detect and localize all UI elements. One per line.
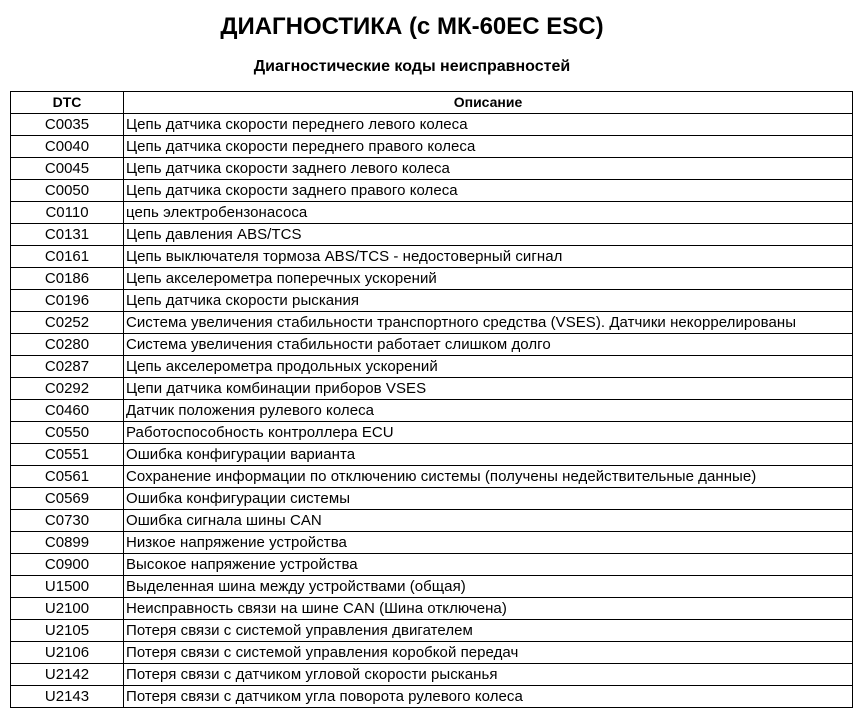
dtc-description-cell: Потеря связи с датчиком угловой скорости рысканья (124, 664, 853, 686)
table-row (11, 598, 853, 620)
dtc-description-cell: цепь электробензонасоса (124, 202, 853, 224)
dtc-code-cell: C0040 (11, 136, 124, 158)
table-row (11, 532, 853, 554)
page-subtitle: Диагностические коды неисправностей (253, 58, 571, 75)
table-row (11, 686, 853, 708)
dtc-description-cell: Низкое напряжение устройства (124, 532, 853, 554)
table-row (11, 444, 853, 466)
dtc-code-cell: U2143 (11, 686, 124, 708)
table-body (11, 114, 853, 708)
dtc-description-cell: Цепь давления ABS/TCS (124, 224, 853, 246)
dtc-code-cell: C0292 (11, 378, 124, 400)
table-row (11, 180, 853, 202)
dtc-description-cell: Работоспособность контроллера ECU (124, 422, 853, 444)
dtc-code-cell: C0899 (11, 532, 124, 554)
dtc-code-cell: C0280 (11, 334, 124, 356)
column-header-dtc: DTC (11, 92, 124, 114)
table-row (11, 400, 853, 422)
table-row (11, 202, 853, 224)
table-row (11, 312, 853, 334)
dtc-code-cell: U2106 (11, 642, 124, 664)
dtc-description-cell: Цепь датчика скорости заднего правого колеса (124, 180, 853, 202)
page-title: ДИАГНОСТИКА (с МК-60ЕС ESC) (220, 13, 604, 40)
table-row (11, 554, 853, 576)
dtc-description-cell: Ошибка конфигурации системы (124, 488, 853, 510)
dtc-code-cell: C0900 (11, 554, 124, 576)
dtc-code-cell: C0287 (11, 356, 124, 378)
dtc-description-cell: Цепь датчика скорости переднего левого колеса (124, 114, 853, 136)
dtc-code-cell: C0035 (11, 114, 124, 136)
table-header-row (11, 92, 853, 114)
table-row (11, 488, 853, 510)
dtc-code-cell: C0186 (11, 268, 124, 290)
dtc-code-cell: C0569 (11, 488, 124, 510)
table-row (11, 158, 853, 180)
dtc-table (10, 91, 853, 708)
dtc-description-cell: Система увеличения стабильности транспортного средства (VSES). Датчики некоррелированы (124, 312, 853, 334)
dtc-code-cell: U2100 (11, 598, 124, 620)
dtc-description-cell: Цепь датчика скорости рыскания (124, 290, 853, 312)
dtc-description-cell: Потеря связи с системой управления коробкой передач (124, 642, 853, 664)
table-row (11, 378, 853, 400)
dtc-code-cell: C0551 (11, 444, 124, 466)
dtc-code-cell: U2142 (11, 664, 124, 686)
table-row (11, 246, 853, 268)
dtc-description-cell: Ошибка конфигурации варианта (124, 444, 853, 466)
dtc-code-cell: C0161 (11, 246, 124, 268)
dtc-description-cell: Сохранение информации по отключению системы (получены недействительные данные) (124, 466, 853, 488)
dtc-code-cell: C0050 (11, 180, 124, 202)
dtc-code-cell: U2105 (11, 620, 124, 642)
table-row (11, 114, 853, 136)
dtc-code-cell: C0196 (11, 290, 124, 312)
table-row (11, 356, 853, 378)
table-row (11, 422, 853, 444)
dtc-description-cell: Ошибка сигнала шины CAN (124, 510, 853, 532)
dtc-description-cell: Цепь датчика скорости переднего правого колеса (124, 136, 853, 158)
dtc-description-cell: Цепь выключателя тормоза ABS/TCS - недостоверный сигнал (124, 246, 853, 268)
dtc-description-cell: Потеря связи с системой управления двигателем (124, 620, 853, 642)
dtc-description-cell: Цепь акселерометра продольных ускорений (124, 356, 853, 378)
table-row (11, 510, 853, 532)
dtc-description-cell: Система увеличения стабильности работает слишком долго (124, 334, 853, 356)
table-row (11, 136, 853, 158)
dtc-description-cell: Выделенная шина между устройствами (общая) (124, 576, 853, 598)
table-row (11, 268, 853, 290)
table-row (11, 576, 853, 598)
dtc-code-cell: C0252 (11, 312, 124, 334)
table-row (11, 664, 853, 686)
table-row (11, 466, 853, 488)
dtc-code-cell: C0460 (11, 400, 124, 422)
dtc-code-cell: C0131 (11, 224, 124, 246)
table-row (11, 290, 853, 312)
dtc-description-cell: Датчик положения рулевого колеса (124, 400, 853, 422)
table-row (11, 620, 853, 642)
dtc-code-cell: C0550 (11, 422, 124, 444)
dtc-description-cell: Неисправность связи на шине CAN (Шина отключена) (124, 598, 853, 620)
dtc-code-cell: C0730 (11, 510, 124, 532)
column-header-description: Описание (124, 92, 853, 114)
dtc-description-cell: Высокое напряжение устройства (124, 554, 853, 576)
dtc-description-cell: Потеря связи с датчиком угла поворота рулевого колеса (124, 686, 853, 708)
table-row (11, 334, 853, 356)
dtc-code-cell: U1500 (11, 576, 124, 598)
dtc-code-cell: C0110 (11, 202, 124, 224)
table-row (11, 224, 853, 246)
dtc-code-cell: C0561 (11, 466, 124, 488)
dtc-description-cell: Цепь акселерометра поперечных ускорений (124, 268, 853, 290)
dtc-description-cell: Цепь датчика скорости заднего левого колеса (124, 158, 853, 180)
dtc-code-cell: C0045 (11, 158, 124, 180)
table-row (11, 642, 853, 664)
dtc-description-cell: Цепи датчика комбинации приборов VSES (124, 378, 853, 400)
